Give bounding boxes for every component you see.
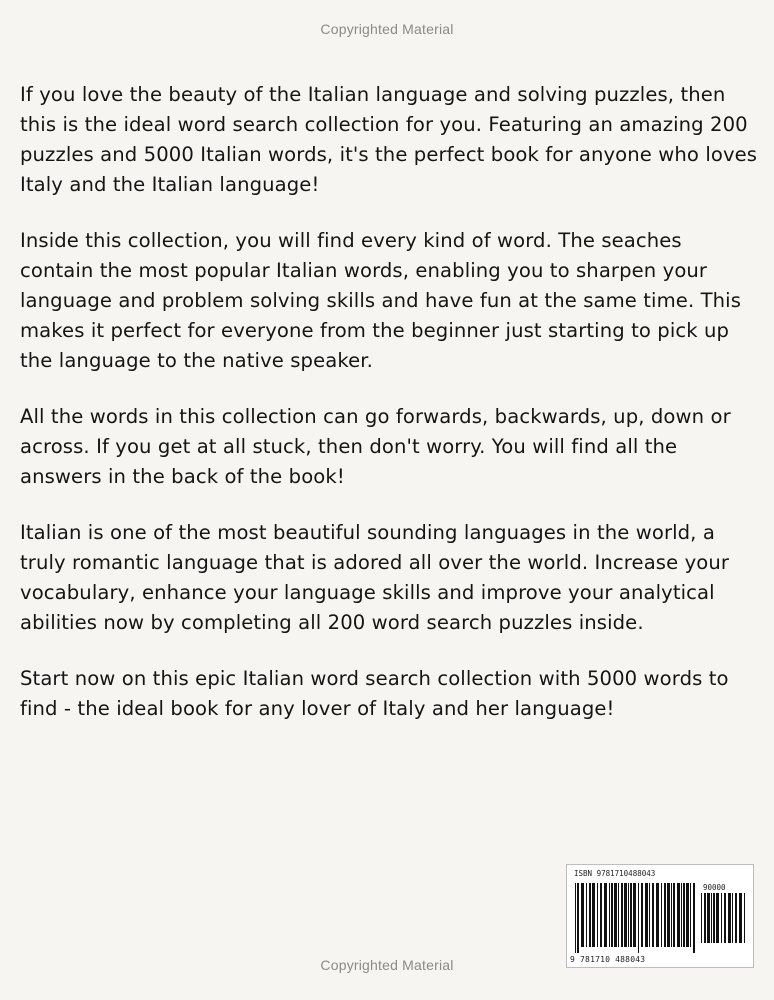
watermark-bottom: Copyrighted Material xyxy=(320,957,454,973)
barcode-bar xyxy=(713,893,715,943)
barcode-bar xyxy=(683,883,685,947)
barcode-bar xyxy=(618,883,619,947)
barcode-bar xyxy=(690,883,691,947)
barcode-bar xyxy=(624,883,627,947)
barcode-bar xyxy=(611,883,613,947)
barcode-bar xyxy=(628,883,629,947)
barcode-bar xyxy=(701,893,702,943)
barcode-bar xyxy=(707,893,710,943)
barcode-bar xyxy=(589,883,591,947)
isbn-barcode xyxy=(566,864,754,968)
paragraph-directions: All the words in this collection can go forwards, backwards, up, down or across. If you get at all stuck, then don't worry. You will find all the answers in the back of the book! xyxy=(20,405,731,488)
barcode-bar xyxy=(732,893,733,943)
barcode-bar xyxy=(724,893,726,943)
isbn-label: ISBN 9781710488043 xyxy=(574,869,656,878)
barcode-bar xyxy=(681,883,682,947)
barcode-bar xyxy=(671,883,672,947)
barcode-bar xyxy=(667,883,670,947)
barcode-bar xyxy=(575,883,576,953)
barcode-bar xyxy=(661,883,662,947)
barcode-bars xyxy=(575,883,699,953)
barcode-bar xyxy=(638,883,639,953)
paragraph-intro: If you love the beauty of the Italian language and solving puzzles, then this is the ideal word search collection for you. Featuring an amazing 200 puzzles and 5000 Italian words, it's the perfect book for anyone who loves Italy and the Italian language! xyxy=(20,83,758,196)
barcode-bar xyxy=(673,883,675,947)
barcode-bar xyxy=(641,883,643,947)
barcode-bar xyxy=(633,883,636,947)
barcode-bar xyxy=(704,893,706,943)
barcode-bar xyxy=(739,893,742,943)
barcode-bar xyxy=(600,883,602,947)
barcode-bar xyxy=(614,883,617,947)
barcode-bar xyxy=(597,883,598,947)
paragraph-collection: Inside this collection, you will find every kind of word. The seaches contain the most popular Italian words, enabling you to sharpen your language and problem solving skills and have fun at the same time. This makes it perfect for everyone from the beginner just starting to pick up the language to the native speaker. xyxy=(20,229,742,372)
barcode-bar xyxy=(652,883,654,947)
barcode-bar xyxy=(649,883,650,947)
price-code: 90000 xyxy=(703,883,726,892)
barcode-bar xyxy=(604,883,607,947)
barcode-bar xyxy=(744,893,745,943)
barcode-bar xyxy=(728,893,731,943)
barcode-bar xyxy=(711,893,712,943)
barcode-bar xyxy=(677,883,680,947)
paragraph-call-to-action: Start now on this epic Italian word search collection with 5000 words to find - the ideal book for any lover of Italy and her language! xyxy=(20,667,729,720)
barcode-bar xyxy=(656,883,659,947)
barcode-bar xyxy=(664,883,666,947)
barcode-addon-bars xyxy=(701,893,747,949)
barcode-bar xyxy=(630,883,632,947)
barcode-bar xyxy=(716,893,719,943)
watermark-top: Copyrighted Material xyxy=(320,21,454,37)
blurb-text xyxy=(20,80,760,750)
barcode-bar xyxy=(592,883,595,947)
paragraph-italian: Italian is one of the most beautiful sounding languages in the world, a truly romantic language that is adored all over the world. Increase your vocabulary, enhance your language skills and improve your analytical abilities now by completing all 200 word search puzzles inside. xyxy=(20,521,730,634)
barcode-bar xyxy=(609,883,610,947)
barcode-bar xyxy=(645,883,648,947)
barcode-bar xyxy=(735,893,737,943)
barcode-bar xyxy=(577,883,579,953)
barcode-bar xyxy=(581,883,584,947)
barcode-bar xyxy=(693,883,695,953)
barcode-bar xyxy=(686,883,689,947)
barcode-bar xyxy=(721,893,722,943)
barcode-bar xyxy=(586,883,587,947)
barcode-bar xyxy=(621,883,623,947)
barcode-digits: 9 781710 488043 xyxy=(570,955,646,964)
